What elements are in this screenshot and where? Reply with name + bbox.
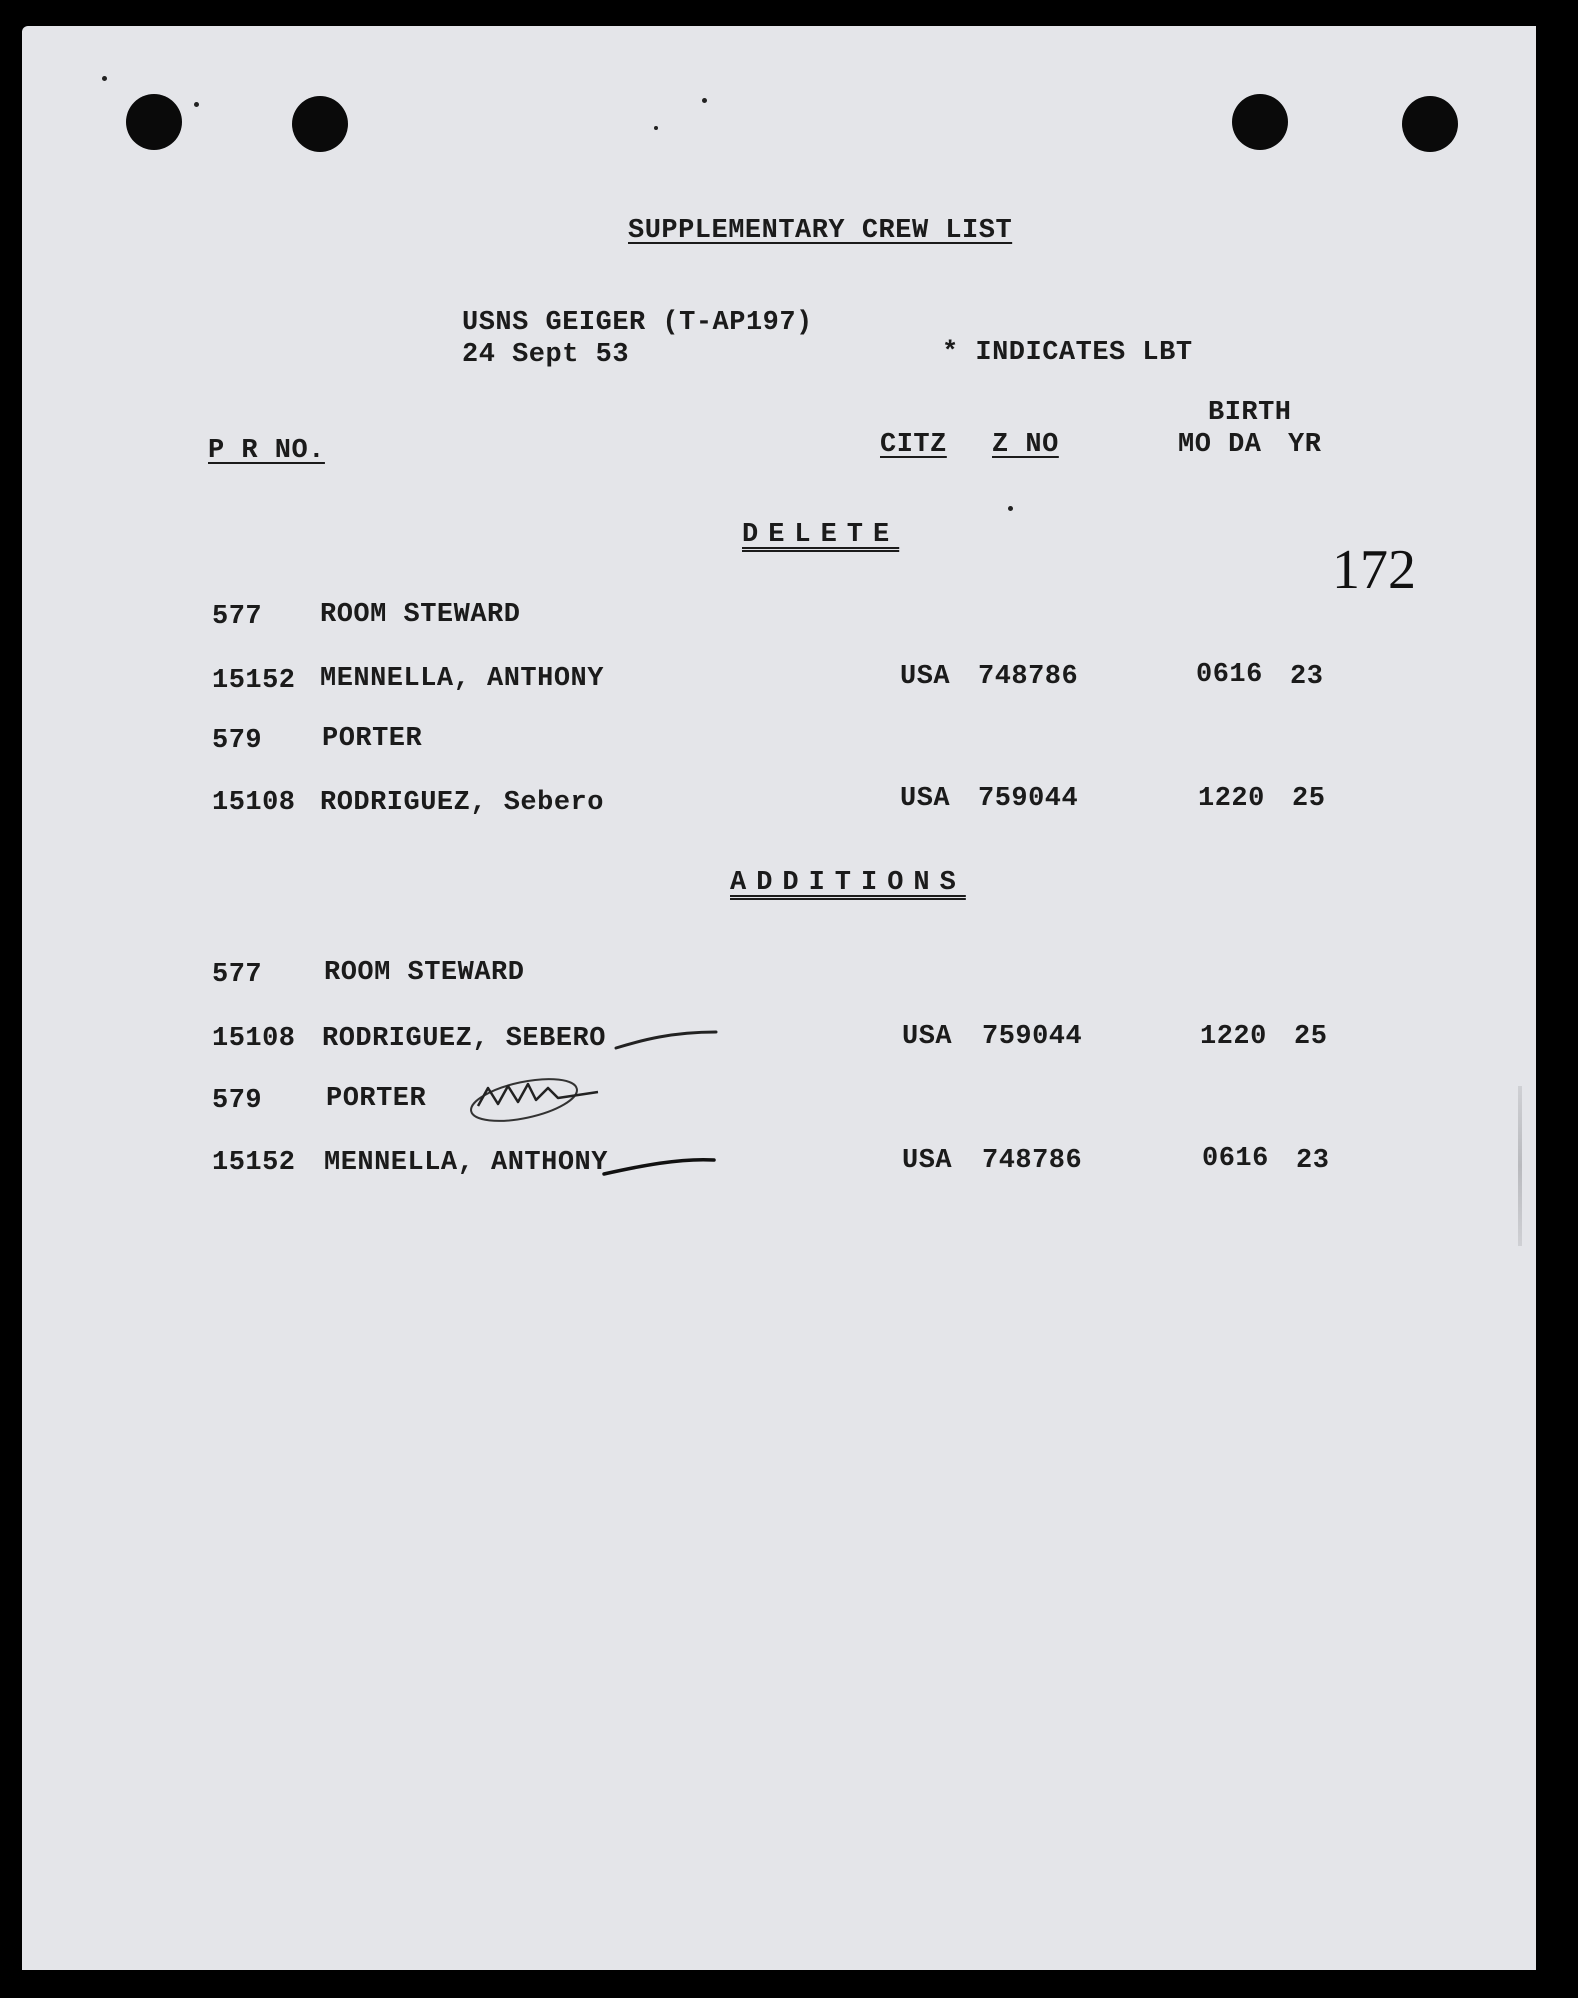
table-row-z-no: 759044 <box>982 1022 1083 1052</box>
table-row-name: RODRIGUEZ, Sebero <box>320 788 604 818</box>
table-row-name: ROOM STEWARD <box>324 958 525 988</box>
pen-check-mark <box>612 1022 722 1058</box>
table-row-citz: USA <box>902 1146 953 1176</box>
table-row-name: MENNELLA, ANTHONY <box>324 1148 608 1178</box>
table-row-name: RODRIGUEZ, SEBERO <box>322 1024 606 1054</box>
birth-header: BIRTH <box>1208 398 1292 428</box>
ship-name: USNS GEIGER (T-AP197) <box>462 308 813 338</box>
z-no-header: Z NO <box>992 430 1059 460</box>
mo-da-header: MO DA <box>1178 430 1262 460</box>
ink-speck <box>102 76 107 81</box>
table-row-citz: USA <box>900 784 951 814</box>
table-row-yr: 25 <box>1294 1022 1328 1052</box>
table-row-mo-da: 0616 <box>1196 660 1263 690</box>
punch-hole <box>1402 96 1458 152</box>
ink-speck <box>194 102 199 107</box>
handwritten-initials <box>458 1070 618 1130</box>
pen-check-mark <box>600 1146 720 1182</box>
document-title: SUPPLEMENTARY CREW LIST <box>628 216 1013 246</box>
table-row-no: 15152 <box>212 666 296 696</box>
punch-hole <box>292 96 348 152</box>
table-row-citz: USA <box>900 662 951 692</box>
table-row-yr: 23 <box>1290 662 1324 692</box>
table-row-mo-da: 1220 <box>1198 784 1265 814</box>
table-row-yr: 25 <box>1292 784 1326 814</box>
ink-speck <box>654 126 658 130</box>
document-date: 24 Sept 53 <box>462 340 630 370</box>
document-page <box>22 26 1536 1970</box>
table-row-no: 579 <box>212 1086 263 1116</box>
paper-edge-mark <box>1518 1086 1522 1246</box>
pr-no-header: P R NO. <box>208 436 325 466</box>
table-row-no: 577 <box>212 960 263 990</box>
table-row-no: 579 <box>212 726 263 756</box>
table-row-mo-da: 0616 <box>1202 1144 1269 1174</box>
punch-hole <box>126 94 182 150</box>
ink-speck <box>1008 506 1013 511</box>
table-row-name: PORTER <box>326 1084 427 1114</box>
page-number-stamp: 172 <box>1332 539 1416 601</box>
table-row-citz: USA <box>902 1022 953 1052</box>
table-row-z-no: 748786 <box>978 662 1079 692</box>
table-row-z-no: 759044 <box>978 784 1079 814</box>
table-row-no: 15108 <box>212 788 296 818</box>
ink-speck <box>702 98 707 103</box>
table-row-no: 577 <box>212 602 263 632</box>
table-row-no: 15152 <box>212 1148 296 1178</box>
table-row-no: 15108 <box>212 1024 296 1054</box>
table-row-yr: 23 <box>1296 1146 1330 1176</box>
table-row-z-no: 748786 <box>982 1146 1083 1176</box>
table-row-name: PORTER <box>322 724 423 754</box>
table-row-mo-da: 1220 <box>1200 1022 1267 1052</box>
punch-hole <box>1232 94 1288 150</box>
table-row-name: MENNELLA, ANTHONY <box>320 664 604 694</box>
lbt-note: * INDICATES LBT <box>942 338 1193 368</box>
additions-heading: ADDITIONS <box>730 868 966 898</box>
delete-heading: DELETE <box>742 520 900 550</box>
table-row-name: ROOM STEWARD <box>320 600 521 630</box>
citz-header: CITZ <box>880 430 947 460</box>
yr-header: YR <box>1288 430 1322 460</box>
